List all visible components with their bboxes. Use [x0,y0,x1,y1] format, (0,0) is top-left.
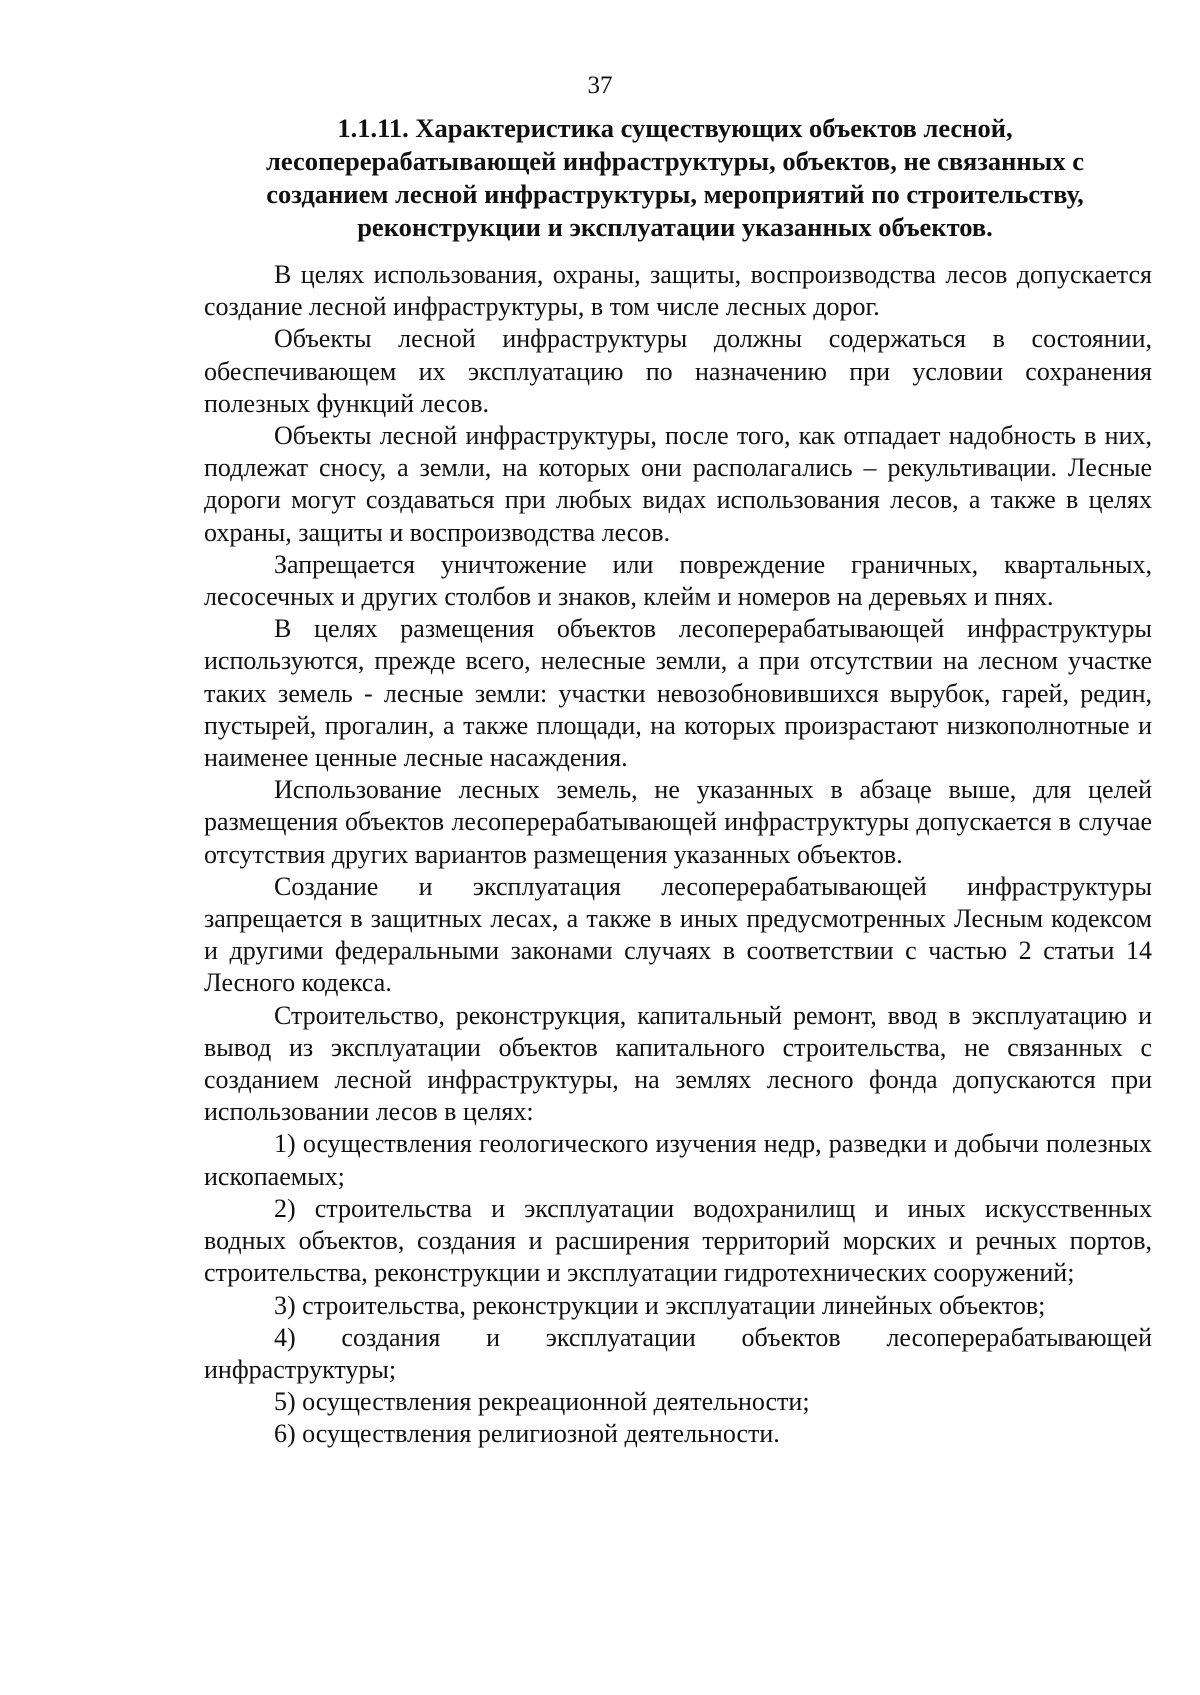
paragraph-processing-land-use: В целях размещения объектов лесоперерабатывающей инфраструктуры используются, прежде всего, нелесные земли, а при отсутствии на лесном участке таких земель - лесные земли: участки невозобновившихся вырубок, гарей, редин, пустырей, прогалин, а также площади, на которых произрастают низкополнотные и наименее ценные лесные насаждения. [204,614,1152,773]
paragraph-infrastructure-purpose: В целях использования, охраны, защиты, воспроизводства лесов допускается создание лесной инфраструктуры, в том числе лесных дорог. [204,260,1152,322]
paragraph-infrastructure-demolition: Объекты лесной инфраструктуры, после того, как отпадает надобность в них, подлежат сносу, а земли, на которых они располагались – рекультивации. Лесные дороги могут создаваться при любых видах использования лесов, а также в целях охраны, защиты и воспроизводства лесов. [204,421,1152,547]
list-item-recreation: 5) осуществления рекреационной деятельности; [274,1387,810,1417]
page-number: 37 [587,72,613,99]
list-item-geology: 1) осуществления геологического изучения недр, разведки и добычи полезных ископаемых; [204,1129,1152,1191]
paragraph-infrastructure-maintenance: Объекты лесной инфраструктуры должны содержаться в состоянии, обеспечивающем их эксплуатацию по назначению при условии сохранения полезных функций лесов. [204,324,1152,418]
section-title: 1.1.11. Характеристика существующих объектов лесной, лесоперерабатывающей инфраструктуры, объектов, не связанных с созданием лесной инфраструктуры, мероприятий по строительству, реконструкции и эксплуатации указанных объектов. [266,113,1084,242]
paragraph-protective-forests-ban: Создание и эксплуатация лесоперерабатывающей инфраструктуры запрещается в защитных лесах, а также в иных предусмотренных Лесным кодексом и другими федеральными законами случаях в соответствии с частью 2 статьи 14 Лесного кодекса. [204,871,1152,998]
paragraph-markers-protection: Запрещается уничтожение или повреждение граничных, квартальных, лесосечных и других столбов и знаков, клейм и номеров на деревьях и пнях. [204,549,1152,612]
list-item-linear-objects: 3) строительства, реконструкции и эксплуатации линейных объектов; [274,1290,1046,1320]
paragraph-forest-land-use: Использование лесных земель, не указанных в абзаце выше, для целей размещения объектов лесоперерабатывающей инфраструктуры допускается в случае отсутствия других вариантов размещения указанных объектов. [204,775,1152,869]
list-item-processing-infrastructure: 4) создания и эксплуатации объектов лесоперерабатывающей инфраструктуры; [204,1322,1152,1384]
list-item-religious: 6) осуществления религиозной деятельности. [274,1419,780,1449]
list-item-water-objects: 2) строительства и эксплуатации водохранилищ и иных искусственных водных объектов, создания и расширения территорий морских и речных портов, строительства, реконструкции и эксплуатации гидротехнических сооружений; [204,1193,1152,1288]
body-text [204,259,1152,1451]
paragraph-capital-construction: Строительство, реконструкция, капитальный ремонт, ввод в эксплуатацию и вывод из эксплуатации объектов капитального строительства, не связанных с созданием лесной инфраструктуры, на землях лесного фонда допускаются при использовании лесов в целях: [204,1000,1152,1127]
